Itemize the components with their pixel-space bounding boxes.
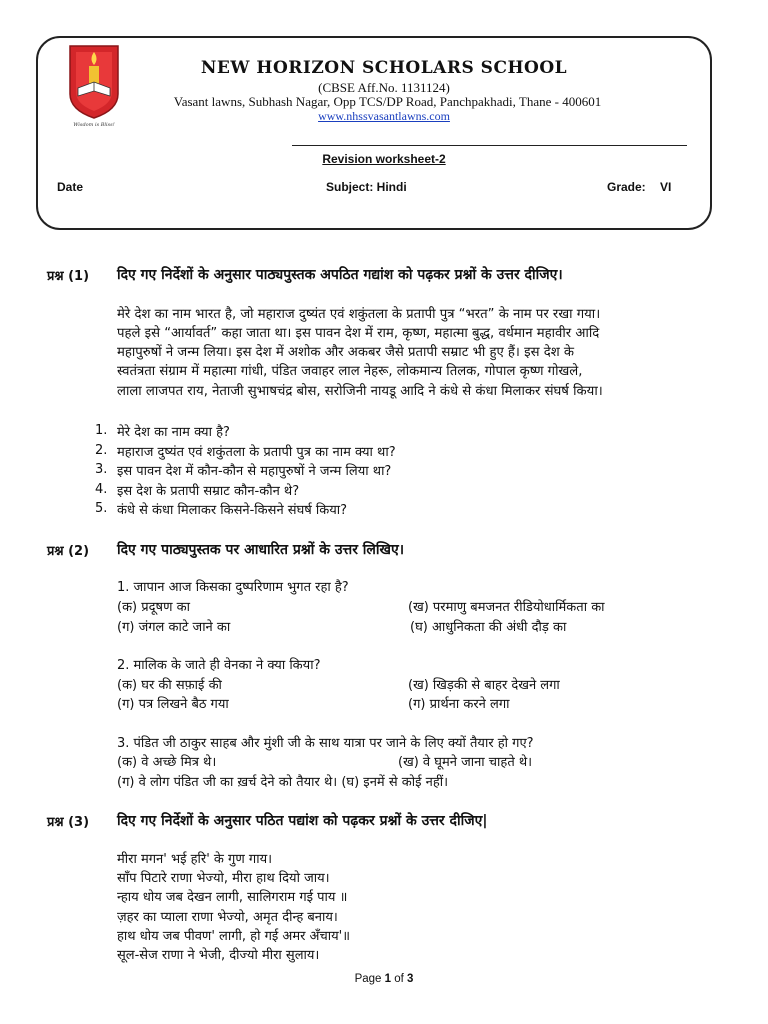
total-pages: 3 <box>407 973 414 985</box>
mcq-option: (ग) वे लोग पंडित जी का ख़र्च देने को तैयार थे। (घ) इनमें से कोई नहीं। <box>117 775 449 790</box>
q1-question-number: 4. <box>95 482 108 497</box>
worksheet-title: Revision worksheet-2 <box>322 152 446 166</box>
q1-number: प्रश्न (1) <box>47 269 90 284</box>
q2-instruction: दिए गए पाठ्यपुस्तक पर आधारित प्रश्नों के उत्तर लिखिए। <box>117 542 405 558</box>
q1-question: मेरे देश का नाम क्या है? <box>117 425 230 440</box>
q1-passage-line: लाला लाजपत राय, नेताजी सुभाषचंद्र बोस, सरोजिनी नायडू आदि ने कंधे से कंधा मिलाकर संघर्ष किया। <box>117 384 603 399</box>
mcq-option: (घ) आधुनिकता की अंधी दौड़ का <box>410 620 567 635</box>
logo-motto: Wisdom is Bliss! <box>73 122 115 128</box>
page-footer <box>0 973 768 985</box>
current-page: 1 <box>384 973 392 985</box>
q1-question-number: 3. <box>95 462 108 477</box>
school-address: Vasant lawns, Subhash Nagar, Opp TCS/DP Road, Panchpakhadi, Thane - 400601 <box>173 94 602 109</box>
header-divider <box>292 145 687 146</box>
website-link[interactable]: www.nhssvasantlawns.com <box>318 109 450 123</box>
of-word: of <box>394 973 404 985</box>
poem-line: न्हाय धोय जब देखन लागी, सालिगराम गई पाय ॥ <box>117 890 348 905</box>
mcq-question: 2. मालिक के जाते ही वेनका ने क्या किया? <box>117 658 321 673</box>
grade-label: Grade: <box>607 180 646 194</box>
q3-number: प्रश्न (3) <box>47 815 90 830</box>
poem-line: हाथ धोय जब पीवण' लागी, हो गई अमर अँचाय'॥ <box>117 929 351 944</box>
q1-passage-line: पहले इसे “आर्यावर्त” कहा जाता था। इस पावन देश में राम, कृष्ण, महात्मा बुद्ध, वर्धमान महावीर आदि <box>117 326 600 341</box>
school-name: NEW HORIZON SCHOLARS SCHOOL <box>200 58 568 78</box>
q1-passage-line: महापुरुषों ने जन्म लिया। इस देश में अशोक और अकबर जैसे प्रतापी सम्राट भी हुए हैं। इस देश के <box>117 345 574 360</box>
subject-label: Subject: Hindi <box>326 180 407 194</box>
q3-instruction: दिए गए निर्देशों के अनुसार पठित पद्यांश को पढ़कर प्रश्नों के उत्तर दीजिए| <box>117 813 488 829</box>
q1-question: इस देश के प्रतापी सम्राट कौन-कौन थे? <box>117 484 300 499</box>
mcq-question: 3. पंडित जी ठाकुर साहब और मुंशी जी के साथ यात्रा पर जाने के लिए क्यों तैयार हो गए? <box>117 736 534 751</box>
q1-question-number: 5. <box>95 501 108 516</box>
q1-passage-line: मेरे देश का नाम भारत है, जो महाराज दुष्यंत एवं शकुंतला के प्रतापी पुत्र “भरत” के नाम पर रखा गया। <box>117 307 601 322</box>
mcq-option: (ख) वे घूमने जाना चाहते थे। <box>398 755 533 770</box>
q1-question-number: 1. <box>95 423 108 438</box>
page-word: Page <box>354 973 382 985</box>
mcq-option: (ख) परमाणु बमजनत रीडियोधार्मिकता का <box>408 600 605 615</box>
q1-question: कंधे से कंधा मिलाकर किसने-किसने संघर्ष किया? <box>117 503 348 518</box>
q1-question-number: 2. <box>95 443 108 458</box>
mcq-option: (क) घर की सफ़ाई की <box>117 678 222 693</box>
mcq-option: (क) वे अच्छे मित्र थे। <box>117 755 217 770</box>
mcq-question: 1. जापान आज किसका दुष्परिणाम भुगत रहा है? <box>117 580 349 595</box>
mcq-option: (ग) पत्र लिखने बैठ गया <box>117 697 229 712</box>
poem-line: साँप पिटारे राणा भेज्यो, मीरा हाथ दियो जाय। <box>117 871 330 886</box>
q1-instruction: दिए गए निर्देशों के अनुसार पाठ्यपुस्तक अपठित गद्यांश को पढ़कर प्रश्नों के उत्तर दीजिए। <box>117 267 563 283</box>
q2-number: प्रश्न (2) <box>47 544 90 559</box>
poem-line: मीरा मगन' भई हरि' के गुण गाय। <box>117 852 273 867</box>
q1-question: इस पावन देश में कौन-कौन से महापुरुषों ने जन्म लिया था? <box>117 464 392 479</box>
grade-value: VI <box>660 180 672 194</box>
poem-line: ज़हर का प्याला राणा भेज्यो, अमृत दीन्ह बनाय। <box>117 910 338 925</box>
q1-passage-line: स्वतंत्रता संग्राम में महात्मा गांधी, पंडित जवाहर लाल नेहरू, लोकमान्य तिलक, गोपाल कृष्ण गोखले, <box>117 364 583 379</box>
date-label: Date <box>57 180 84 194</box>
poem-line: सूल-सेज राणा ने भेजी, दीज्यो मीरा सुलाय। <box>117 948 320 963</box>
affiliation-number: (CBSE Aff.No. 1131124) <box>318 80 450 95</box>
q1-question: महाराज दुष्यंत एवं शकुंतला के प्रतापी पुत्र का नाम क्या था? <box>117 445 396 460</box>
mcq-option: (ग) जंगल काटे जाने का <box>117 620 231 635</box>
mcq-option: (ग) प्रार्थना करने लगा <box>408 697 510 712</box>
mcq-option: (क) प्रदूषण का <box>117 600 190 615</box>
mcq-option: (ख) खिड़की से बाहर देखने लगा <box>408 678 560 693</box>
